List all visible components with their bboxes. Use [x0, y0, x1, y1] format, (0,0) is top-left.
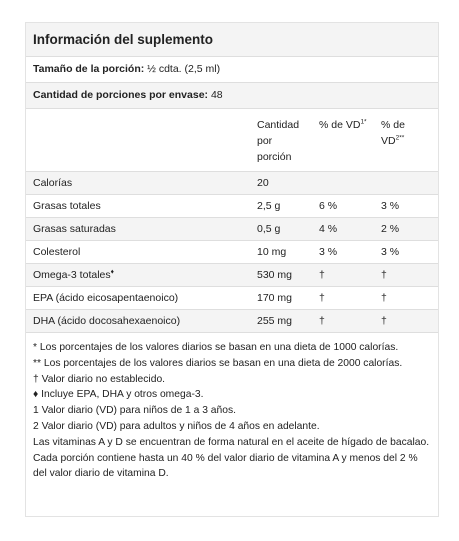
header-vd1-label: % de VD — [319, 119, 361, 131]
nutrient-name-text: DHA (ácido docosahexaenoico) — [33, 315, 181, 327]
nutrient-vd2-text: † — [381, 269, 387, 281]
nutrient-name-text: Grasas saturadas — [33, 223, 116, 235]
nutrient-amount — [257, 195, 319, 218]
servings-per-container-row — [26, 83, 438, 109]
nutrient-vd1 — [319, 218, 381, 241]
nutrient-amount — [257, 310, 319, 333]
table-row — [26, 241, 438, 264]
footnotes — [26, 332, 438, 482]
header-amount — [257, 109, 319, 172]
nutrient-name — [26, 172, 257, 195]
nutrient-name — [26, 287, 257, 310]
nutrient-vd2 — [381, 241, 438, 264]
table-header-row — [26, 109, 438, 172]
header-amount-line1: Cantidad — [257, 119, 300, 131]
nutrient-vd1-text: 6 % — [319, 200, 338, 212]
table-row — [26, 195, 438, 218]
header-vd2-line2: VD — [381, 135, 396, 147]
nutrient-amount-text: 10 mg — [257, 246, 287, 258]
nutrient-vd2 — [381, 287, 438, 310]
nutrient-amount-text: 170 mg — [257, 292, 293, 304]
nutrient-amount-text: 255 mg — [257, 315, 293, 327]
nutrient-vd2 — [381, 310, 438, 333]
nutrient-sup: ♦ — [110, 268, 114, 276]
header-vd1-sup: 1* — [360, 118, 367, 126]
nutrient-name — [26, 264, 257, 287]
nutrient-vd1-text: † — [319, 292, 325, 304]
panel-title: Información del suplemento — [26, 23, 438, 57]
nutrient-amount-text: 0,5 g — [257, 223, 281, 235]
nutrient-vd1 — [319, 172, 381, 195]
supplement-facts-panel — [25, 22, 439, 517]
nutrient-vd2-text: 3 % — [381, 200, 400, 212]
header-vd2 — [381, 109, 438, 172]
nutrient-vd1-text: 3 % — [319, 246, 338, 258]
nutrient-vd2 — [381, 195, 438, 218]
nutrient-name-text: Grasas totales — [33, 200, 101, 212]
header-amount-line2: por — [257, 135, 273, 147]
nutrient-vd1-text: 4 % — [319, 223, 338, 235]
serving-size-label: Tamaño de la porción: — [33, 63, 145, 75]
nutrient-name — [26, 195, 257, 218]
nutrient-vd1 — [319, 264, 381, 287]
nutrient-vd2-text: 3 % — [381, 246, 400, 258]
nutrient-amount-text: 530 mg — [257, 269, 293, 281]
nutrient-vd1 — [319, 310, 381, 333]
header-amount-line3: porción — [257, 151, 292, 163]
nutrient-amount — [257, 172, 319, 195]
nutrient-vd1 — [319, 241, 381, 264]
nutrient-amount — [257, 287, 319, 310]
nutrient-amount — [257, 241, 319, 264]
table-row — [26, 287, 438, 310]
nutrient-vd1-text: † — [319, 315, 325, 327]
nutrient-amount-text: 2,5 g — [257, 200, 281, 212]
nutrient-name-text: Omega-3 totales — [33, 269, 111, 281]
nutrient-name-text: Colesterol — [33, 246, 81, 258]
nutrient-name-text: EPA (ácido eicosapentaenoico) — [33, 292, 179, 304]
table-row — [26, 218, 438, 241]
header-vd1 — [319, 109, 381, 172]
footnote: ♦ Incluye EPA, DHA y otros omega-3. — [33, 389, 204, 401]
table-row — [26, 264, 438, 287]
nutrient-table — [26, 109, 438, 332]
header-vd2-label: % de — [381, 119, 405, 131]
nutrient-vd2-text: 2 % — [381, 223, 400, 235]
nutrient-amount — [257, 264, 319, 287]
header-vd2-sup: 2** — [395, 134, 405, 142]
footnote: 2 Valor diario (VD) para adultos y niños de 4 años en adelante. — [33, 420, 320, 432]
nutrient-vd2 — [381, 172, 438, 195]
footnote: † Valor diario no establecido. — [33, 373, 166, 385]
footnote: Las vitaminas A y D se encuentran de forma natural en el aceite de hígado de bacalao. Cada porción contiene hasta un 40 % del valor diario de vitamina A y menos del 2 % del valor diario de vitamina D. — [33, 436, 430, 480]
serving-size-row — [26, 57, 438, 83]
nutrient-vd2 — [381, 264, 438, 287]
serving-size-value: ½ cdta. (2,5 ml) — [144, 63, 221, 75]
servings-value: 48 — [208, 89, 223, 101]
nutrient-amount-text: 20 — [257, 177, 269, 189]
footnote: 1 Valor diario (VD) para niños de 1 a 3 años. — [33, 405, 237, 417]
nutrient-vd2 — [381, 218, 438, 241]
footnote: ** Los porcentajes de los valores diarios se basan en una dieta de 2000 calorías. — [33, 357, 403, 369]
nutrient-name-text: Calorías — [33, 177, 73, 189]
nutrient-name — [26, 218, 257, 241]
servings-label: Cantidad de porciones por envase: — [33, 89, 209, 101]
nutrient-vd1 — [319, 195, 381, 218]
nutrient-vd2-text: † — [381, 315, 387, 327]
nutrient-name — [26, 241, 257, 264]
header-blank — [26, 109, 257, 172]
table-row — [26, 172, 438, 195]
footnote: * Los porcentajes de los valores diarios se basan en una dieta de 1000 calorías. — [33, 342, 399, 353]
nutrient-vd1-text: † — [319, 269, 325, 281]
table-row — [26, 310, 438, 333]
nutrient-amount — [257, 218, 319, 241]
nutrient-name — [26, 310, 257, 333]
nutrient-vd2-text: † — [381, 292, 387, 304]
nutrient-vd1 — [319, 287, 381, 310]
